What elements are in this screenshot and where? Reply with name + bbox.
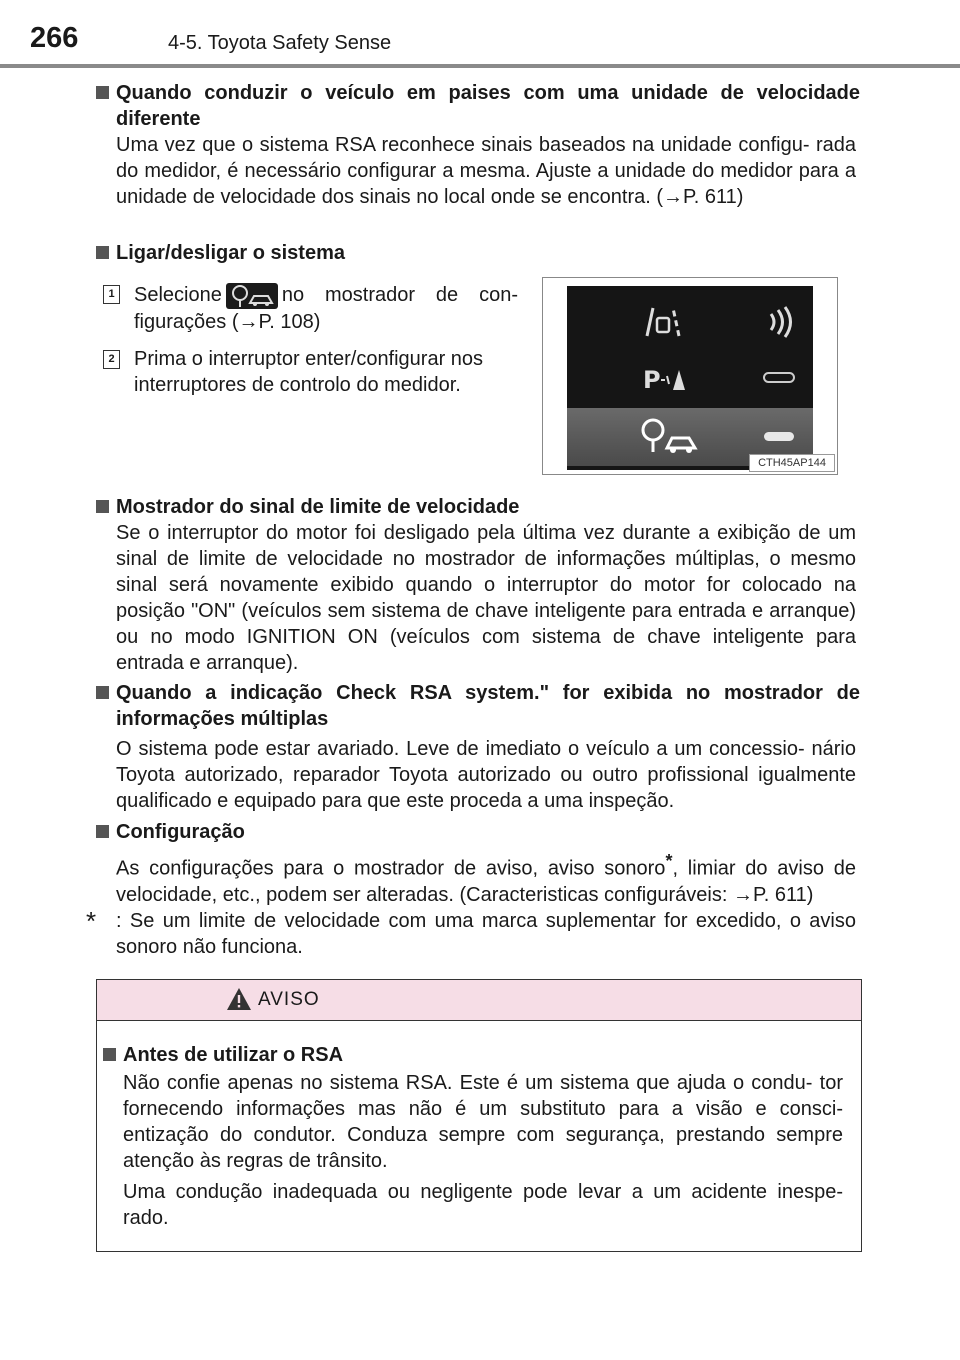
step-badge-2: 2 <box>103 350 120 369</box>
parking-assist-icon <box>641 364 687 394</box>
step-1-text-after: no mostrador de con- figurações (→P. 108) <box>134 284 518 333</box>
settings-display-figure <box>542 277 838 475</box>
warning-paragraph-2: Uma condução inadequada ou negligente pode levar a um acidente inespe- rado. <box>123 1181 843 1229</box>
lane-departure-icon <box>643 306 683 338</box>
indicator-off-icon <box>763 372 797 384</box>
heading-text: Ligar/desligar o sistema <box>116 242 345 264</box>
step-1-text <box>134 282 518 335</box>
check-text: O sistema pode estar avariado. Leve de imediato o veículo a um concessio- nário Toyota autorizado, reparador Toyota autorizado ou outro profissional igualmente qualificado e equipado para que este proceda a uma inspeção. <box>116 738 856 812</box>
heading-text: Mostrador do sinal de limite de velocidade <box>116 496 520 518</box>
footnote-asterisk: * <box>86 906 97 936</box>
warning-box <box>96 979 862 1252</box>
heading-text: Quando a indicação Check RSA system." for exibida no mostrador de informações múltiplas <box>116 682 860 730</box>
header-rule <box>0 64 960 68</box>
step-1-text-before: Selecione <box>134 284 222 306</box>
speed-unit-text: Uma vez que o sistema RSA reconhece sinais baseados na unidade configu- rada do medidor, é necessário configurar a mesma. Ajuste a unidade do medidor para a unidade de velocidade dos sinais no local onde se encontra. (→P. 611) <box>116 134 856 208</box>
step-2-text: Prima o interruptor enter/configurar nos interruptores de controlo do medidor. <box>134 348 484 396</box>
svg-text:P: P <box>643 366 661 394</box>
indicator-on-icon <box>763 431 797 443</box>
bullet-square-icon <box>96 825 109 838</box>
display-text: Se o interruptor do motor foi desligado pela última vez durante a exibição de um sinal de limite de velocidade no mostrador de informações múltiplas, o mesmo sinal será novamente exibido quando o interruptor do motor for colocado na posição "ON" (veículos sem sistema de chave inteligente para entrada e arranque) ou no modo IGNITION ON (veículos com sistema de chave inteligente para entrada e arranque). <box>116 522 856 674</box>
bullet-square-icon <box>96 246 109 259</box>
config-text-before: As configurações para o mostrador de aviso, aviso sonoro <box>116 857 666 880</box>
bullet-square-icon <box>96 500 109 513</box>
warning-paragraph-1: Não confie apenas no sistema RSA. Este é um sistema que ajuda o condu- tor fornecendo informações mas não é um substituto para a visão e consci- entização do condutor. Conduza sempre com segurança, prestando sempre atenção às regras de trânsito. <box>123 1072 843 1172</box>
heading-text: Antes de utilizar o RSA <box>123 1044 344 1066</box>
page-number: 266 <box>30 22 79 54</box>
config-asterisk: * <box>665 851 673 871</box>
meter-settings-screen <box>567 286 813 470</box>
warning-triangle-icon <box>226 987 252 1011</box>
rsa-sign-car-icon <box>639 418 699 456</box>
config-text <box>116 848 856 908</box>
warning-title: AVISO <box>258 989 320 1010</box>
bullet-square-icon <box>96 686 109 699</box>
heading-text: Configuração <box>116 821 245 843</box>
footnote-text: : Se um limite de velocidade com uma marca suplementar for excedido, o aviso sonoro não funciona. <box>116 910 856 958</box>
warning-header <box>97 980 861 1021</box>
figure-row-parking <box>567 350 813 408</box>
figure-caption: CTH45AP144 <box>749 454 835 472</box>
sound-waves-icon <box>763 306 797 338</box>
section-title: 4-5. Toyota Safety Sense <box>168 32 392 54</box>
rsa-sign-car-icon <box>226 283 278 309</box>
config-text-after: , limiar do aviso de velocidade, etc., podem ser alteradas. (Caracteristicas configuráveis: →P. 611) <box>116 857 856 906</box>
step-badge-1: 1 <box>103 285 120 304</box>
heading-text: Quando conduzir o veículo em paises com uma unidade de velocidade diferente <box>116 82 860 130</box>
bullet-square-icon <box>103 1048 116 1061</box>
figure-row-lane <box>567 292 813 350</box>
bullet-square-icon <box>96 86 109 99</box>
